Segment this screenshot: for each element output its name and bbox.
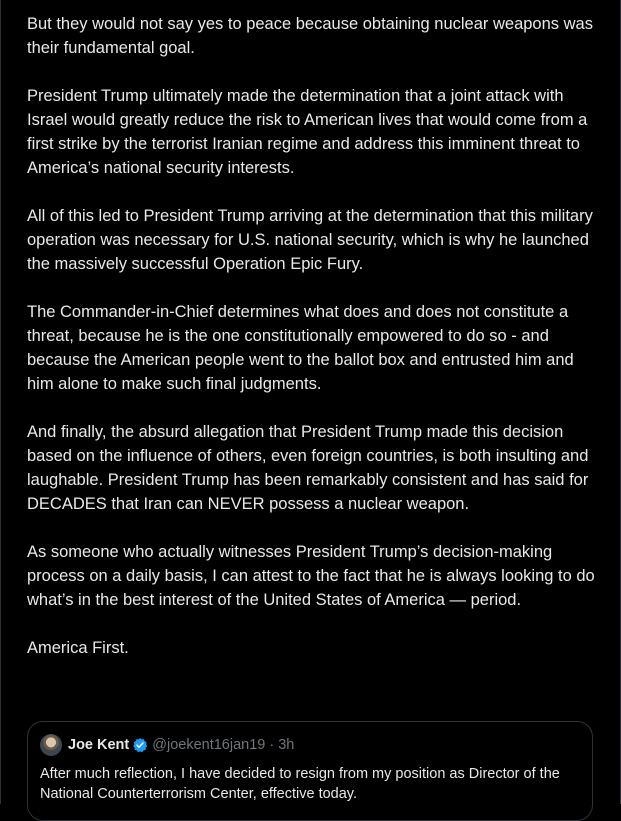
quoted-post-text: After much reflection, I have decided to resign from my position as Director of the National Counterterrorism Center, effective today. [40, 766, 560, 802]
avatar[interactable] [40, 734, 62, 756]
post-text [27, 12, 599, 660]
verified-badge-icon [132, 737, 148, 753]
quoted-post-card[interactable] [27, 721, 593, 821]
quoted-post-header [40, 734, 580, 756]
quoted-author-name[interactable]: Joe Kent [68, 737, 130, 753]
post-paragraph: America First. [27, 639, 129, 657]
quoted-author-handle-time: @joekent16jan19 · 3h [152, 737, 295, 753]
post-paragraph: And finally, the absurd allegation that President Trump made this decision based on the influence of others, even foreign countries, is both insulting and laughable. President Trump has been remarkably consistent and has said for DECADES that Iran can NEVER possess a nuclear weapon. [27, 423, 589, 513]
post-paragraph: As someone who actually witnesses President Trump’s decision-making process on a daily basis, I can attest to the fact that he is always looking to do what’s in the best interest of the United States of America — period. [27, 543, 595, 609]
post-paragraph: All of this led to President Trump arriving at the determination that this military operation was necessary for U.S. national security, which is why he launched the massively successful Operation Epic Fury. [27, 207, 593, 273]
post-paragraph: The Commander-in-Chief determines what does and does not constitute a threat, because he is the one constitutionally empowered to do so - and because the American people went to the ballot box and entrusted him and him alone to make such final judgments. [27, 303, 574, 393]
post-paragraph: President Trump ultimately made the determination that a joint attack with Israel would greatly reduce the risk to American lives that would come from a first strike by the terrorist Iranian regime and address this imminent threat to America’s national security interests. [27, 87, 588, 177]
post-paragraph: But they would not say yes to peace because obtaining nuclear weapons was their fundamental goal. [27, 15, 593, 57]
